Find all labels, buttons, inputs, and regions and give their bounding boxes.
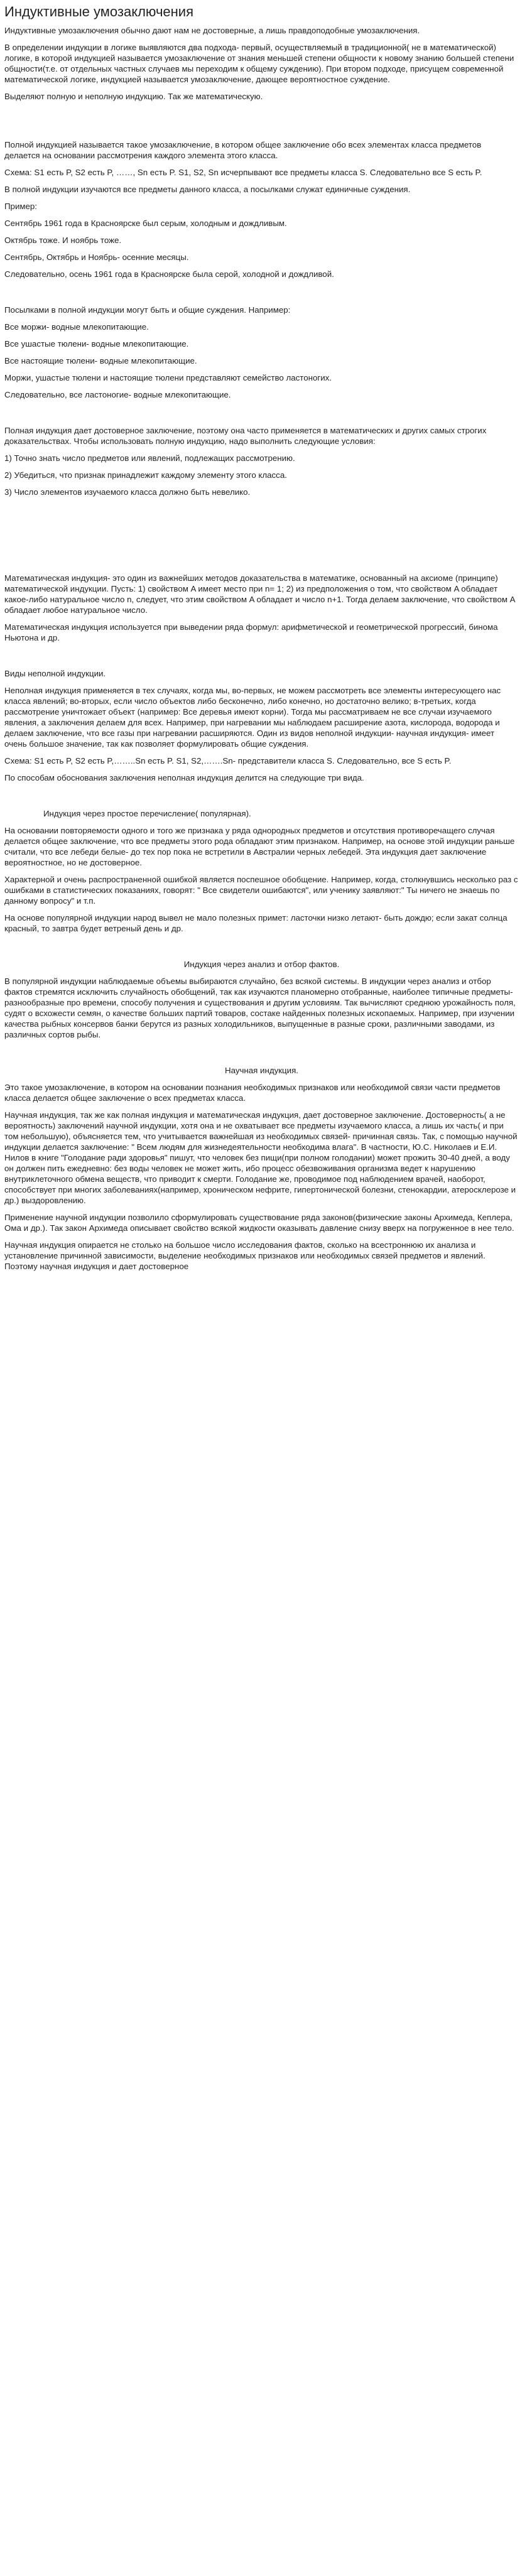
example-label: Пример: bbox=[4, 202, 38, 211]
spacer bbox=[4, 789, 519, 808]
condition-item: 1) Точно знать число предметов или явлений, подлежащих рассмотрению. bbox=[4, 453, 295, 463]
folk-signs-paragraph: На основе популярной индукции народ вывел не мало полезных примет: ласточки низко летают- быть дождю; если закат солнца красный, то завтра будет ветреный день и др. bbox=[4, 913, 508, 933]
math-induction-usage: Математическая индукция используется при выведении ряда формул: арифметической и геометрической прогрессий, бинома Ньютона и др. bbox=[4, 622, 498, 642]
general-premises-paragraph: Посылками в полной индукции могут быть и общие суждения. Например: bbox=[4, 305, 291, 315]
scientific-induction-definition: Это такое умозаключение, в котором на основании познания необходимых признаков или необходимой связи части предметов класса делается общее заключение о всех предметах класса. bbox=[4, 1083, 501, 1103]
definition-paragraph: В определении индукции в логике выявляются два подхода- первый, осуществляемый в традиционной( не в математической) логике, в которой индукцией называется умозаключение от знания меньшей степени общности к новому знанию большей степени общности(т.е. от отдельных частных случаев мы переходим к общему суждению). При втором подходе, присущем современной математической логике, индукцией называется умозаключение, дающее вероятностное суждение. bbox=[4, 43, 514, 84]
spacer bbox=[4, 504, 519, 541]
section-heading: Индукция через простое перечисление( популярная). bbox=[43, 809, 251, 818]
spacer bbox=[4, 108, 519, 139]
condition-item: 3) Число элементов изучаемого класса должно быть невелико. bbox=[4, 487, 251, 497]
section-heading: Научная индукция. bbox=[225, 1066, 298, 1075]
scientific-induction-laws: Применение научной индукции позволило сформулировать существование ряда законов(физические законы Архимеда, Кеплера, Ома и др.). Так закон Архимеда описывает свойство всякой жидкости оказывать давление снизу вверх на погруженное в нее тело. bbox=[4, 1213, 514, 1233]
section-heading: Виды неполной индукции. bbox=[4, 669, 106, 678]
spacer bbox=[4, 406, 519, 425]
incomplete-induction-kinds: По способам обоснования заключения неполная индукция делится на следующие три вида. bbox=[4, 773, 364, 782]
condition-item: 2) Убедиться, что признак принадлежит каждому элементу этого класса. bbox=[4, 470, 287, 480]
intro-paragraph: Индуктивные умозаключения обычно дают нам не достоверные, а лишь правдоподобные умозаключения. bbox=[4, 26, 420, 35]
math-induction-paragraph: Математическая индукция- это один из важнейших методов доказательства в математике, основанный на аксиоме (принципе) математической индукции. Пусть: 1) свойством A имеет место при n= 1; 2) из предположения о том, что свойством A обладает какое-либо натуральное число n, следует, что этим свойством A обладает и число n+1. Тогда делаем заключение, что свойством A обладает любое натуральное число. bbox=[4, 573, 515, 615]
analysis-selection-paragraph: В популярной индукции наблюдаемые объемы выбираются случайно, без всякой системы. В индукции через анализ и отбор фактов стремятся исключить случайность обобщений, так как изучаются планомерно отобранные, наиболее типичные предметы- разнообразные про времени, способу получения и существования и другим условиям. Так вычисляют среднюю урожайность поля, судят о всхожести семян, о качестве больших партий товаров, состаке найденных полезных ископаемых. Например, при изучении качества рыбных консервов банки берутся из разных холодильников, выпущенные в разные сроки, различными заводами, из различных сортов рыбы. bbox=[4, 977, 516, 1039]
example-line: Все моржи- водные млекопитающие. bbox=[4, 322, 149, 332]
full-induction-conditions: Полная индукция дает достоверное заключение, поэтому она часто применяется в математических и других самых строгих доказательствах. Чтобы использовать полную индукцию, надо выполнить следующие условия: bbox=[4, 426, 487, 446]
full-induction-scheme: Схема: S1 есть P, S2 есть P, ……, Sn есть P. S1, S2, Sn исчерпывают все предметы класса S. Следовательно все S есть P. bbox=[4, 168, 482, 177]
scientific-induction-paragraph: Научная индукция, так же как полная индукция и математическая индукция, дает достоверное заключение. Достоверность( а не вероятность) заключений научной индукции, хотя она и не охватывает все предметы изучаемого класса, а лишь их часть( и при том небольшую), объясняется тем, что учитывается важнейшая из необходимых связей- причинная связь. Так, с помощью научной индукции делается заключение: " Всем людям для жизнедеятельности необходима влага". В частности, Ю.С. Николаев и Е.И. Нилов в книге "Голодание ради здоровья" пишут, что человек без пищи(при полном голодании) может прожить 30-40 дней, а воду он должен пить ежедневно: без воды человек не может жить, ибо процесс обезвоживания организма ведет к нарушению внутриклеточного обмена веществ, что приводит к смерти. Голодание же, проводимое под наблюдением врачей, наоборот, способствует при многих заболеваниях(например, хроническом нефрите, гипертонической болезни, стенокардии, атеросклерозе и др.) выздоровлению. bbox=[4, 1110, 518, 1205]
incomplete-induction-scheme: Схема: S1 есть P, S2 есть P,……..Sn есть P. S1, S2,…….Sn- представители класса S. Следовательно, все S есть P. bbox=[4, 756, 452, 766]
simple-enumeration-paragraph: На основании повторяемости одного и того же признака у ряда однородных предметов и отсутствия противоречащего случая делается общее заключение, что все предметы этого рода обладают этим признаком. Например, на основе этой индукции раньше считали, что все лебеди белые- до тех пор пока не встретили в Австралии черных лебедей. Эта индукция дает заключение вероятностное, но не достоверное. bbox=[4, 826, 515, 867]
spacer bbox=[4, 541, 519, 573]
example-conclusion: Следовательно, осень 1961 года в Красноярске была серой, холодной и дождливой. bbox=[4, 269, 334, 279]
example-line: Сентябрь, Октябрь и Ноябрь- осенние месяцы. bbox=[4, 252, 189, 262]
scientific-induction-basis: Научная индукция опирается не столько на большое число исследования фактов, сколько на всестроннюю их анализа и установление причинной зависимости, выделение необходимых признаков или необходимых связей предметов и явлений. Поэтому научная индукция и дает достоверное bbox=[4, 1240, 486, 1271]
spacer bbox=[4, 286, 519, 305]
example-line: Сентябрь 1961 года в Красноярске был серым, холодным и дождливым. bbox=[4, 219, 287, 228]
incomplete-induction-paragraph: Неполная индукция применяется в тех случаях, когда мы, во-первых, не можем рассмотреть все элементы интересующего нас класса явлений; во-вторых, если число объектов либо бесконечно, либо конечно, но достаточно велико; в-третьих, когда рассмотрение уничтожает объект (например: Все деревья имеют корни). Тогда мы рассматриваем не все случаи изучаемого явления, а заключения делаем для всех. Например, при нагревании мы наблюдаем расширение азота, кислорода, водорода и делаем заключение, что все газы при нагревании расширяются. Один из видов неполной индукции- научная индукция- имеет очень большое значение, так как позволяет формулировать общие суждения. bbox=[4, 686, 501, 749]
example-line: Все ушастые тюлени- водные млекопитающие. bbox=[4, 339, 189, 349]
hasty-generalization-paragraph: Характерной и очень распространенной ошибкой является поспешное обобщение. Например, когда, столкнувшись несколько раз с ошибками в статистических показаниях, говорят: " Все свидетели ошибаются", или ученику заявляют:" Ты ничего не знаешь по данному вопросу" и т.п. bbox=[4, 875, 518, 906]
spacer bbox=[4, 649, 519, 668]
example-line: Все настоящие тюлени- водные млекопитающие. bbox=[4, 356, 197, 365]
section-heading: Индукция через анализ и отбор фактов. bbox=[183, 960, 340, 969]
spacer bbox=[4, 940, 519, 959]
full-induction-paragraph: В полной индукции изучаются все предметы данного класса, а посылками служат единичные суждения. bbox=[4, 185, 411, 194]
spacer bbox=[4, 1046, 519, 1065]
page-title: Индуктивные умозаключения bbox=[4, 4, 193, 19]
types-paragraph: Выделяют полную и неполную индукцию. Так же математическую. bbox=[4, 92, 263, 101]
example-conclusion: Следовательно, все ластоногие- водные млекопитающие. bbox=[4, 390, 231, 399]
full-induction-definition: Полной индукцией называется такое умозаключение, в котором общее заключение обо всех элементах класса предметов делается на основании рассмотрения каждого элемента этого класса. bbox=[4, 140, 482, 160]
example-line: Октябрь тоже. И ноябрь тоже. bbox=[4, 235, 122, 245]
article bbox=[0, 4, 523, 1272]
example-line: Моржи, ушастые тюлени и настоящие тюлени представляют семейство ластоногих. bbox=[4, 373, 332, 382]
